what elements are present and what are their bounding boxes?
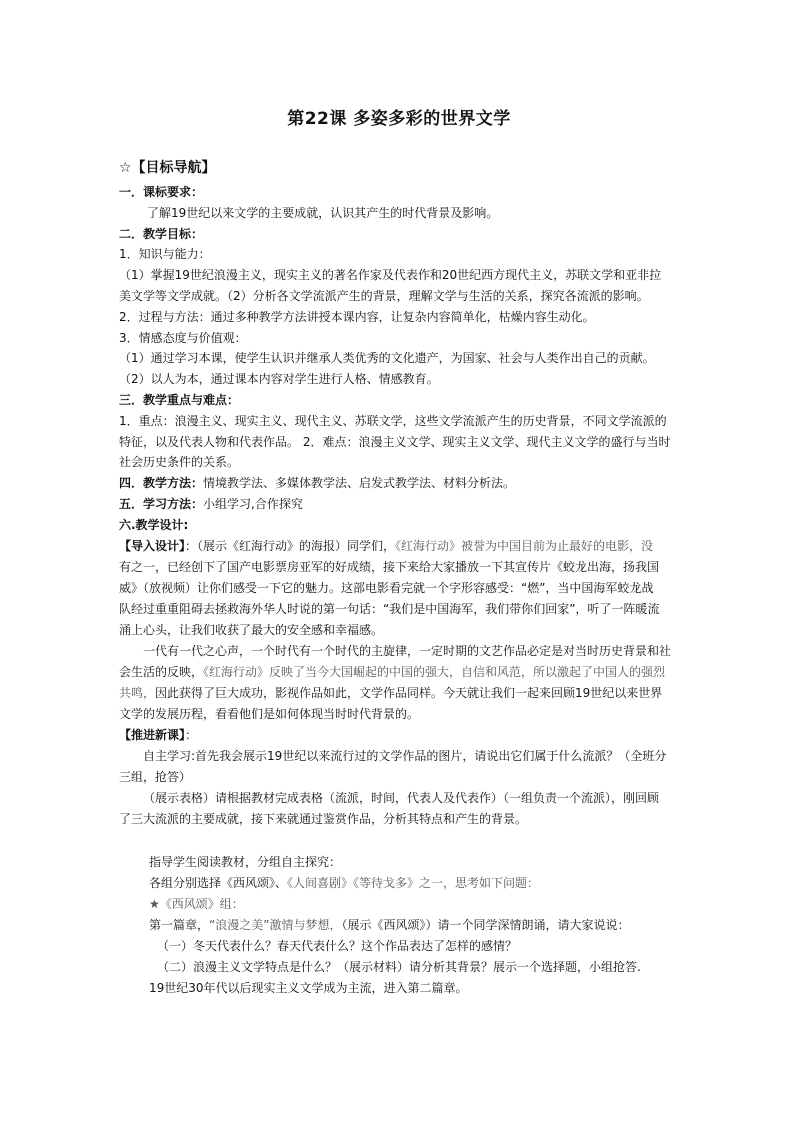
new-lesson-line — [119, 727, 197, 743]
self-study-line-1: 自主学习:首先我会展示19世纪以来流行过的文学作品的图片，请说出它们属于什么流派？（全班分 — [143, 749, 667, 763]
section-2-heading: 二．教学目标： — [119, 227, 204, 241]
chapter-one-theme: “浪漫之美”激情与梦想， — [209, 918, 342, 932]
objective-3-line-2: （2）以人为本，通过课本内容对学生进行人格、情感教育。 — [119, 372, 439, 386]
section-4-line — [119, 475, 515, 491]
new-lesson-colon: ： — [185, 728, 198, 742]
para2-line-1: 一代有一代之心声，一个时代有一个时代的主旋律，一定时期的文艺作品必定是对当时历史背景和社 — [143, 644, 672, 658]
objective-2-line: 2．过程与方法：通过多种教学方法讲授本课内容，让复杂内容简单化，枯燥内容生动化。 — [119, 310, 595, 324]
section-1-text: 了解19世纪以来文学的主要成就，认识其产生的时代背景及影响。 — [147, 206, 499, 220]
intro-line-1-text: ：（展示《红海行动》的海报）同学们， — [185, 539, 396, 553]
section-4-text: 情境教学法、多媒体教学法、启发式教学法、材料分析法。 — [203, 476, 516, 490]
objective-3-label: 3．情感态度与价值观： — [119, 331, 247, 345]
closing-line: 19世纪30年代以后现实主义文学成为主流，进入第二篇章。 — [149, 981, 468, 995]
page-title: 第22课 多姿多彩的世界文学 — [287, 109, 511, 129]
intro-line-3: 威》（放视频）让你们感受一下它的魅力。这部电影看完就一个字形容感受：“燃”，当中国海军蛟龙战 — [119, 581, 654, 595]
intro-label: 【导入设计】 — [119, 539, 186, 553]
table-line-2: 了三大流派的主要成就，接下来就通过鉴赏作品，分析其特点和产生的背景。 — [119, 812, 528, 826]
objective-1-line-2: 美文学等文学成就。（2）分析各文学流派产生的背景，理解文学与生活的关系，探究各流派的影响。 — [119, 289, 649, 303]
objective-1-line-1: （1）掌握19世纪浪漫主义，现实主义的著名作家及代表作和20世纪西方现代主义，苏联文学和亚非拉 — [119, 268, 662, 282]
objective-1-label: 1．知识与能力： — [119, 247, 211, 261]
intro-line-1 — [119, 538, 653, 554]
focus-line-3: 社会历史条件的关系。 — [119, 455, 240, 469]
para2-line-2 — [119, 664, 665, 680]
objective-3-line-1: （1）通过学习本课，使学生认识并继承人类优秀的文化遗产，为国家、社会与人类作出自己的贡献。 — [119, 351, 655, 365]
guide-line-2 — [149, 875, 539, 891]
para2-line-4: 文学的发展历程，看看他们是如何体现当时时代背景的。 — [119, 707, 420, 721]
section-5-heading: 五．学习方法： — [119, 497, 204, 511]
focus-line-1: 1．重点：浪漫主义、现实主义、现代主义、苏联文学，这些文学流派产生的历史背景，不同文学流派的 — [119, 414, 667, 428]
guide-line-1: 指导学生阅读教材，分组自主探究： — [149, 855, 342, 869]
para2-line-3 — [119, 685, 662, 701]
section-4-heading: 四．教学方法： — [119, 476, 204, 490]
chapter-one-line — [149, 917, 629, 933]
section-3-heading: 三．教学重点与难点： — [119, 393, 240, 407]
star-group-item: ★《西风颂》组： — [149, 897, 244, 911]
chapter-one-label: 第一篇章， — [149, 918, 210, 932]
new-lesson-label: 【推进新课】 — [119, 728, 186, 742]
intro-line-2: 有之一，已经创下了国产电影票房亚军的好成绩，接下来给大家播放一下其宣传片《蛟龙出海，扬我国 — [119, 560, 660, 574]
guide-line-2-works: 《人间喜剧》《等待戈多》之一，思考如下问题： — [287, 876, 540, 890]
intro-line-1-quote: 《红海行动》被誉为中国目前为止最好的电影，没 — [395, 539, 654, 553]
section-5-text: 小组学习,合作探究 — [203, 497, 303, 511]
para2-line-3-quote: 共鸣， — [119, 686, 156, 700]
intro-line-4: 队经过重重阻碍去拯救海外华人时说的第一句话：“我们是中国海军，我们带你们回家”，听了一阵暖流 — [119, 602, 660, 616]
section-6-heading: 六.教学设计: — [119, 518, 189, 532]
para2-line-3-text: 因此获得了巨大成功，影视作品如此，文学作品同样。今天就让我们一起来回顾19世纪以来世界 — [155, 686, 663, 700]
intro-line-5: 涌上心头，让我们收获了最大的安全感和幸福感。 — [119, 623, 384, 637]
goal-nav-heading: ☆【目标导航】 — [119, 160, 216, 176]
chapter-one-text: （展示《西风颂》）请一个同学深情朗诵，请大家说说： — [341, 918, 630, 932]
section-1-heading: 一．课标要求： — [119, 185, 204, 199]
guide-line-2-text: 各组分别选择《西风颂》、 — [149, 876, 288, 890]
para2-line-2-quote: 《红海行动》反映了当今大国崛起的中国的强大，自信和风范，所以激起了中国人的强烈 — [203, 665, 666, 679]
section-5-line — [119, 496, 303, 512]
table-line-1: （展示表格）请根据教材完成表格（流派，时间，代表人及代表作）（一组负责一个流派），刚回顾 — [143, 791, 660, 805]
focus-line-2: 特征，以及代表人物和代表作品。 2．难点：浪漫主义文学、现实主义文学、现代主义文学的盛行与当时 — [119, 435, 671, 449]
question-2: （二）浪漫主义文学特点是什么？（展示材料）请分析其背景？展示一个选择题，小组抢答. — [157, 960, 641, 974]
para2-line-2-text: 会生活的反映， — [119, 665, 204, 679]
question-1: （一）冬天代表什么？春天代表什么？这个作品表达了怎样的感情？ — [157, 939, 518, 953]
self-study-line-2: 三组，抢答） — [119, 770, 192, 784]
